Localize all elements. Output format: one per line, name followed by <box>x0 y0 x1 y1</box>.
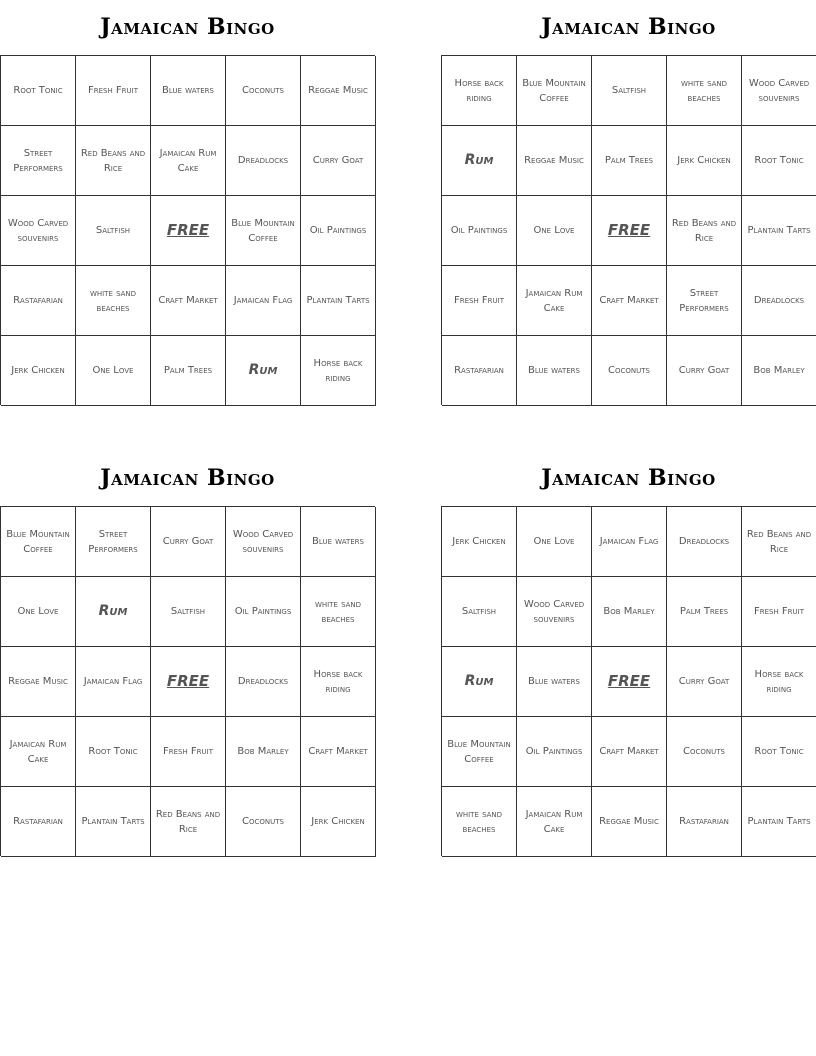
bingo-cell: Bob Marley <box>226 717 301 787</box>
bingo-cell: Horse back riding <box>442 56 517 126</box>
bingo-cell: One Love <box>517 196 592 266</box>
bingo-cell: Fresh Fruit <box>151 717 226 787</box>
bingo-cell: Coconuts <box>226 56 301 126</box>
bingo-cell: white sand beaches <box>76 266 151 336</box>
bingo-cell: Bob Marley <box>742 336 816 406</box>
free-space: FREE <box>151 196 226 266</box>
bingo-cell: Jamaican Rum Cake <box>151 126 226 196</box>
bingo-cell: Coconuts <box>592 336 667 406</box>
bingo-cell: Curry Goat <box>667 336 742 406</box>
bingo-cell: Blue Mountain Coffee <box>442 717 517 787</box>
bingo-cell: Wood Carved souvenirs <box>226 507 301 577</box>
bingo-cell: Palm Trees <box>151 336 226 406</box>
bingo-cell: Root Tonic <box>76 717 151 787</box>
bingo-cell: Jamaican Rum Cake <box>517 266 592 336</box>
bingo-cell: Oil Paintings <box>517 717 592 787</box>
bingo-cell: Reggae Music <box>1 647 76 717</box>
bingo-cell: Jamaican Flag <box>226 266 301 336</box>
bingo-cell: Blue waters <box>301 507 376 577</box>
bingo-cell: Rum <box>226 336 301 406</box>
bingo-cell: Wood Carved souvenirs <box>742 56 816 126</box>
free-space: FREE <box>592 647 667 717</box>
bingo-card-1 <box>0 0 375 405</box>
bingo-cell: Blue waters <box>151 56 226 126</box>
bingo-cell: Dreadlocks <box>667 507 742 577</box>
bingo-cell: Saltfish <box>151 577 226 647</box>
bingo-cell: Palm Trees <box>667 577 742 647</box>
free-space: FREE <box>592 196 667 266</box>
bingo-cell: Reggae Music <box>301 56 376 126</box>
bingo-cell: Craft Market <box>592 717 667 787</box>
bingo-cell: Street Performers <box>76 507 151 577</box>
bingo-cell: Oil Paintings <box>442 196 517 266</box>
bingo-cell: Blue waters <box>517 336 592 406</box>
bingo-grid <box>0 55 375 405</box>
bingo-cell: Reggae Music <box>592 787 667 857</box>
bingo-cell: white sand beaches <box>667 56 742 126</box>
bingo-cell: Craft Market <box>301 717 376 787</box>
bingo-cell: Curry Goat <box>301 126 376 196</box>
bingo-cell: Jamaican Rum Cake <box>1 717 76 787</box>
bingo-cell: Rum <box>442 126 517 196</box>
bingo-cell: Root Tonic <box>742 126 816 196</box>
bingo-cell: Fresh Fruit <box>76 56 151 126</box>
bingo-cell: Red Beans and Rice <box>76 126 151 196</box>
free-space: FREE <box>151 647 226 717</box>
bingo-cell: Craft Market <box>592 266 667 336</box>
bingo-cell: Saltfish <box>592 56 667 126</box>
bingo-cell: Dreadlocks <box>226 647 301 717</box>
card-title: Jamaican Bingo <box>100 465 275 491</box>
bingo-grid <box>0 506 375 856</box>
bingo-cell: Jamaican Rum Cake <box>517 787 592 857</box>
bingo-cell: Jerk Chicken <box>1 336 76 406</box>
bingo-cell: white sand beaches <box>442 787 517 857</box>
bingo-cell: Plantain Tarts <box>742 196 816 266</box>
bingo-cell: Rum <box>76 577 151 647</box>
bingo-cell: Red Beans and Rice <box>667 196 742 266</box>
bingo-grid <box>441 55 816 405</box>
bingo-cell: Rastafarian <box>1 787 76 857</box>
bingo-cell: Street Performers <box>1 126 76 196</box>
bingo-card-3 <box>0 451 375 856</box>
bingo-cell: Red Beans and Rice <box>742 507 816 577</box>
bingo-cell: Plantain Tarts <box>301 266 376 336</box>
bingo-cell: Coconuts <box>667 717 742 787</box>
bingo-cell: Dreadlocks <box>742 266 816 336</box>
bingo-cell: Curry Goat <box>151 507 226 577</box>
bingo-cell: Blue Mountain Coffee <box>226 196 301 266</box>
bingo-cell: Plantain Tarts <box>742 787 816 857</box>
bingo-cell: white sand beaches <box>301 577 376 647</box>
bingo-cell: Saltfish <box>442 577 517 647</box>
bingo-cell: Rastafarian <box>442 336 517 406</box>
bingo-cell: Wood Carved souvenirs <box>1 196 76 266</box>
bingo-cell: One Love <box>76 336 151 406</box>
card-title: Jamaican Bingo <box>100 14 275 40</box>
bingo-cell: Jamaican Flag <box>76 647 151 717</box>
bingo-cell: Rastafarian <box>1 266 76 336</box>
bingo-cell: Craft Market <box>151 266 226 336</box>
bingo-cell: One Love <box>517 507 592 577</box>
bingo-cell: Palm Trees <box>592 126 667 196</box>
bingo-cell: Blue waters <box>517 647 592 717</box>
bingo-cell: Jerk Chicken <box>667 126 742 196</box>
bingo-cell: Root Tonic <box>1 56 76 126</box>
bingo-cell: Saltfish <box>76 196 151 266</box>
bingo-cell: Horse back riding <box>742 647 816 717</box>
card-title: Jamaican Bingo <box>541 465 716 491</box>
bingo-cell: Blue Mountain Coffee <box>1 507 76 577</box>
bingo-cell: Dreadlocks <box>226 126 301 196</box>
bingo-cell: Jerk Chicken <box>301 787 376 857</box>
bingo-cell: Street Performers <box>667 266 742 336</box>
bingo-cell: Horse back riding <box>301 336 376 406</box>
bingo-cell: Rum <box>442 647 517 717</box>
bingo-cell: Reggae Music <box>517 126 592 196</box>
bingo-cell: Red Beans and Rice <box>151 787 226 857</box>
bingo-cell: Horse back riding <box>301 647 376 717</box>
bingo-cell: Oil Paintings <box>301 196 376 266</box>
bingo-cell: Jamaican Flag <box>592 507 667 577</box>
bingo-cell: Rastafarian <box>667 787 742 857</box>
bingo-cell: Root Tonic <box>742 717 816 787</box>
bingo-cell: Plantain Tarts <box>76 787 151 857</box>
bingo-cell: Oil Paintings <box>226 577 301 647</box>
bingo-card-2 <box>441 0 816 405</box>
bingo-cell: Curry Goat <box>667 647 742 717</box>
bingo-cell: Fresh Fruit <box>442 266 517 336</box>
bingo-cell: Coconuts <box>226 787 301 857</box>
bingo-cell: Jerk Chicken <box>442 507 517 577</box>
bingo-cell: Wood Carved souvenirs <box>517 577 592 647</box>
bingo-grid <box>441 506 816 856</box>
bingo-cell: Fresh Fruit <box>742 577 816 647</box>
bingo-cell: Blue Mountain Coffee <box>517 56 592 126</box>
bingo-card-4 <box>441 451 816 856</box>
bingo-cell: Bob Marley <box>592 577 667 647</box>
card-title: Jamaican Bingo <box>541 14 716 40</box>
bingo-cell: One Love <box>1 577 76 647</box>
